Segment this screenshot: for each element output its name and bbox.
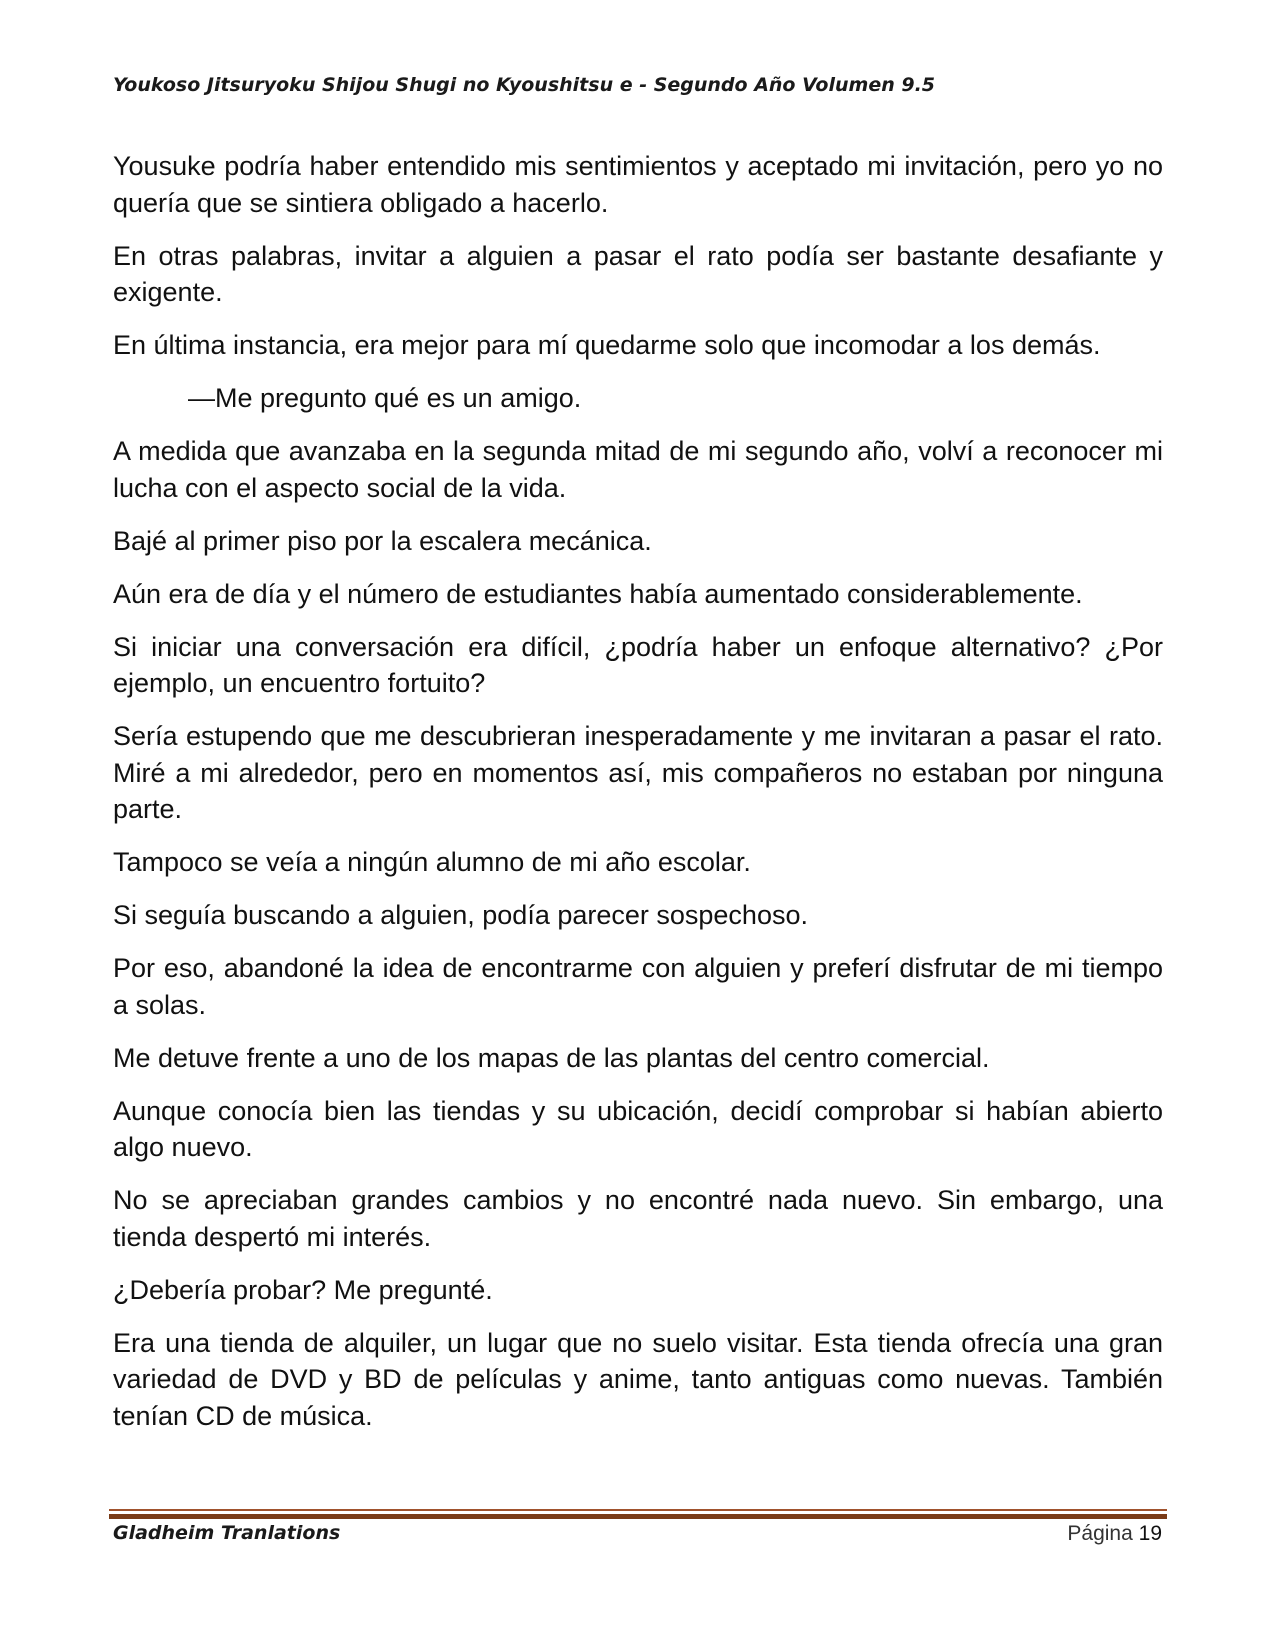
paragraph: Yousuke podría haber entendido mis sentimientos y aceptado mi invitación, pero yo no quería que se sintiera obligado a hacerlo. bbox=[113, 151, 1163, 218]
paragraph: Era una tienda de alquiler, un lugar que no suelo visitar. Esta tienda ofrecía una gran variedad de DVD y BD de películas y anime, tanto antiguas como nuevas. También tenían CD de música. bbox=[113, 1327, 1163, 1431]
paragraph: ¿Debería probar? Me pregunté. bbox=[113, 1274, 493, 1305]
body-text bbox=[113, 148, 1163, 1451]
paragraph: Aunque conocía bien las tiendas y su ubicación, decidí comprobar si habían abierto algo nuevo. bbox=[113, 1095, 1163, 1162]
paragraph: En otras palabras, invitar a alguien a pasar el rato podía ser bastante desafiante y exigente. bbox=[113, 240, 1163, 307]
paragraph-indented-thought: —Me pregunto qué es un amigo. bbox=[188, 383, 582, 413]
paragraph: Bajé al primer piso por la escalera mecánica. bbox=[113, 525, 652, 556]
running-header: Youkoso Jitsuryoku Shijou Shugi no Kyoushitsu e - Segundo Año Volumen 9.5 bbox=[113, 74, 936, 96]
paragraph: Me detuve frente a uno de los mapas de las plantas del centro comercial. bbox=[113, 1042, 990, 1073]
paragraph: Sería estupendo que me descubrieran inesperadamente y me invitaran a pasar el rato. Miré a mi alrededor, pero en momentos así, mis compañeros no estaban por ninguna parte. bbox=[113, 721, 1163, 824]
page-number-value: 19 bbox=[1138, 1522, 1162, 1545]
paragraph: Aún era de día y el número de estudiantes había aumentado considerablemente. bbox=[113, 578, 1083, 609]
footer-group-name: Gladheim Tranlations bbox=[113, 1522, 341, 1544]
paragraph: Por eso, abandoné la idea de encontrarme con alguien y preferí disfrutar de mi tiempo a solas. bbox=[113, 953, 1163, 1020]
footer-divider-thin bbox=[109, 1509, 1167, 1511]
paragraph: A medida que avanzaba en la segunda mitad de mi segundo año, volví a reconocer mi lucha con el aspecto social de la vida. bbox=[113, 436, 1163, 503]
page-number bbox=[1067, 1522, 1162, 1546]
paragraph: No se apreciaban grandes cambios y no encontré nada nuevo. Sin embargo, una tienda despertó mi interés. bbox=[113, 1185, 1163, 1252]
paragraph: Si iniciar una conversación era difícil, ¿podría haber un enfoque alternativo? ¿Por ejemplo, un encuentro fortuito? bbox=[113, 631, 1163, 698]
paragraph: Si seguía buscando a alguien, podía parecer sospechoso. bbox=[113, 900, 808, 930]
paragraph: Tampoco se veía a ningún alumno de mi año escolar. bbox=[113, 847, 751, 877]
paragraph: En última instancia, era mejor para mí quedarme solo que incomodar a los demás. bbox=[113, 330, 1101, 360]
page-label: Página bbox=[1067, 1522, 1133, 1545]
footer-divider-thick bbox=[109, 1514, 1167, 1519]
